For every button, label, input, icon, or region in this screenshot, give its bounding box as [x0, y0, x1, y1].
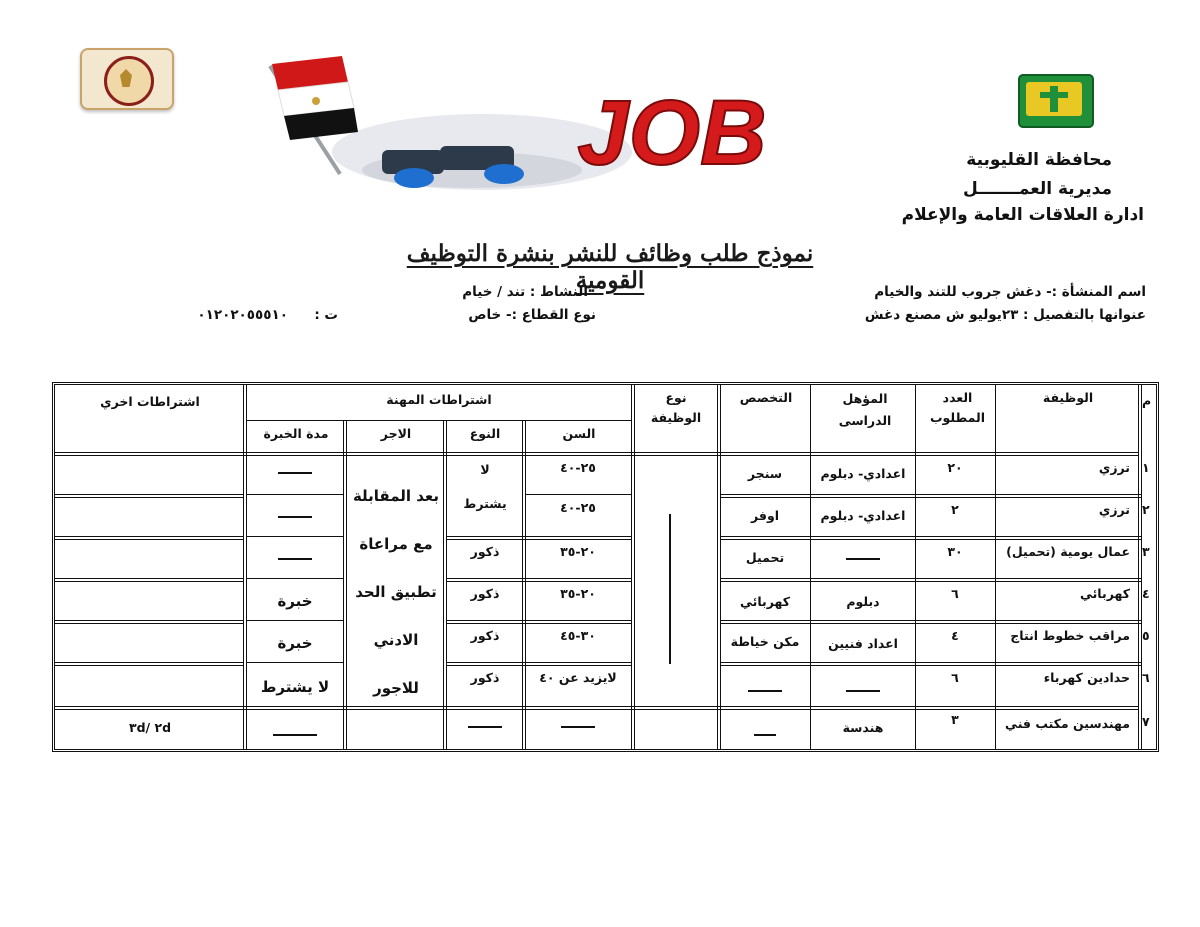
- header-job: الوظيفة: [1042, 390, 1094, 405]
- wage-note-1: بعد المقابلة: [352, 487, 440, 505]
- phone-label: ت :: [314, 307, 338, 323]
- wage-note-4: الادني: [373, 631, 419, 649]
- header-specialty: التخصص: [739, 390, 793, 405]
- header-experience: مدة الخبرة: [263, 426, 329, 441]
- sector-type: نوع القطاع :- خاص: [468, 307, 596, 323]
- banner-word-job: JOB: [577, 82, 767, 184]
- page-title: نموذج طلب وظائف للنشر بنشرة التوظيف القومية: [406, 240, 814, 294]
- header-no: م: [1142, 393, 1152, 408]
- activity: النشاط : تند / خيام: [462, 284, 588, 300]
- establishment-name: اسم المنشأة :- دغش جروب للتند والخيام: [874, 284, 1146, 300]
- phone-number: ٠١٢٠٢٠٥٥٥١٠: [197, 307, 288, 323]
- header-job-type: نوع الوظيفة: [650, 390, 702, 425]
- header-other-conditions: اشتراطات اخري: [100, 394, 200, 409]
- labor-directorate-logo: [1018, 74, 1094, 128]
- wage-note-3: تطبيق الحد: [355, 583, 437, 601]
- header-profession-conditions: اشتراطات المهنة: [386, 392, 492, 407]
- department-name: ادارة العلاقات العامة والإعلام: [901, 205, 1144, 225]
- directorate-name: مديرية العمـــــــل: [963, 179, 1112, 199]
- header-qualification: المؤهل الدراسى: [838, 391, 892, 428]
- job-type-merged-line: [669, 514, 671, 664]
- gender-not-required-1: لا: [480, 462, 490, 477]
- wage-note-2: مع مراعاة: [359, 535, 433, 553]
- job-banner-illustration: [262, 52, 852, 200]
- gender-not-required-2: يشترط: [463, 496, 507, 511]
- header-gender: النوع: [469, 426, 501, 441]
- governorate-seal-logo: [80, 48, 174, 110]
- governorate-name: محافظة القليوبية: [966, 150, 1112, 170]
- address: عنوانها بالتفصيل : ٢٣يوليو ش مصنع دغش: [864, 307, 1146, 323]
- wage-note-5: للاجور: [373, 679, 419, 697]
- header-wage: الاجر: [380, 426, 412, 441]
- header-age: السن: [562, 426, 596, 441]
- header-count: العدد المطلوب: [929, 390, 985, 425]
